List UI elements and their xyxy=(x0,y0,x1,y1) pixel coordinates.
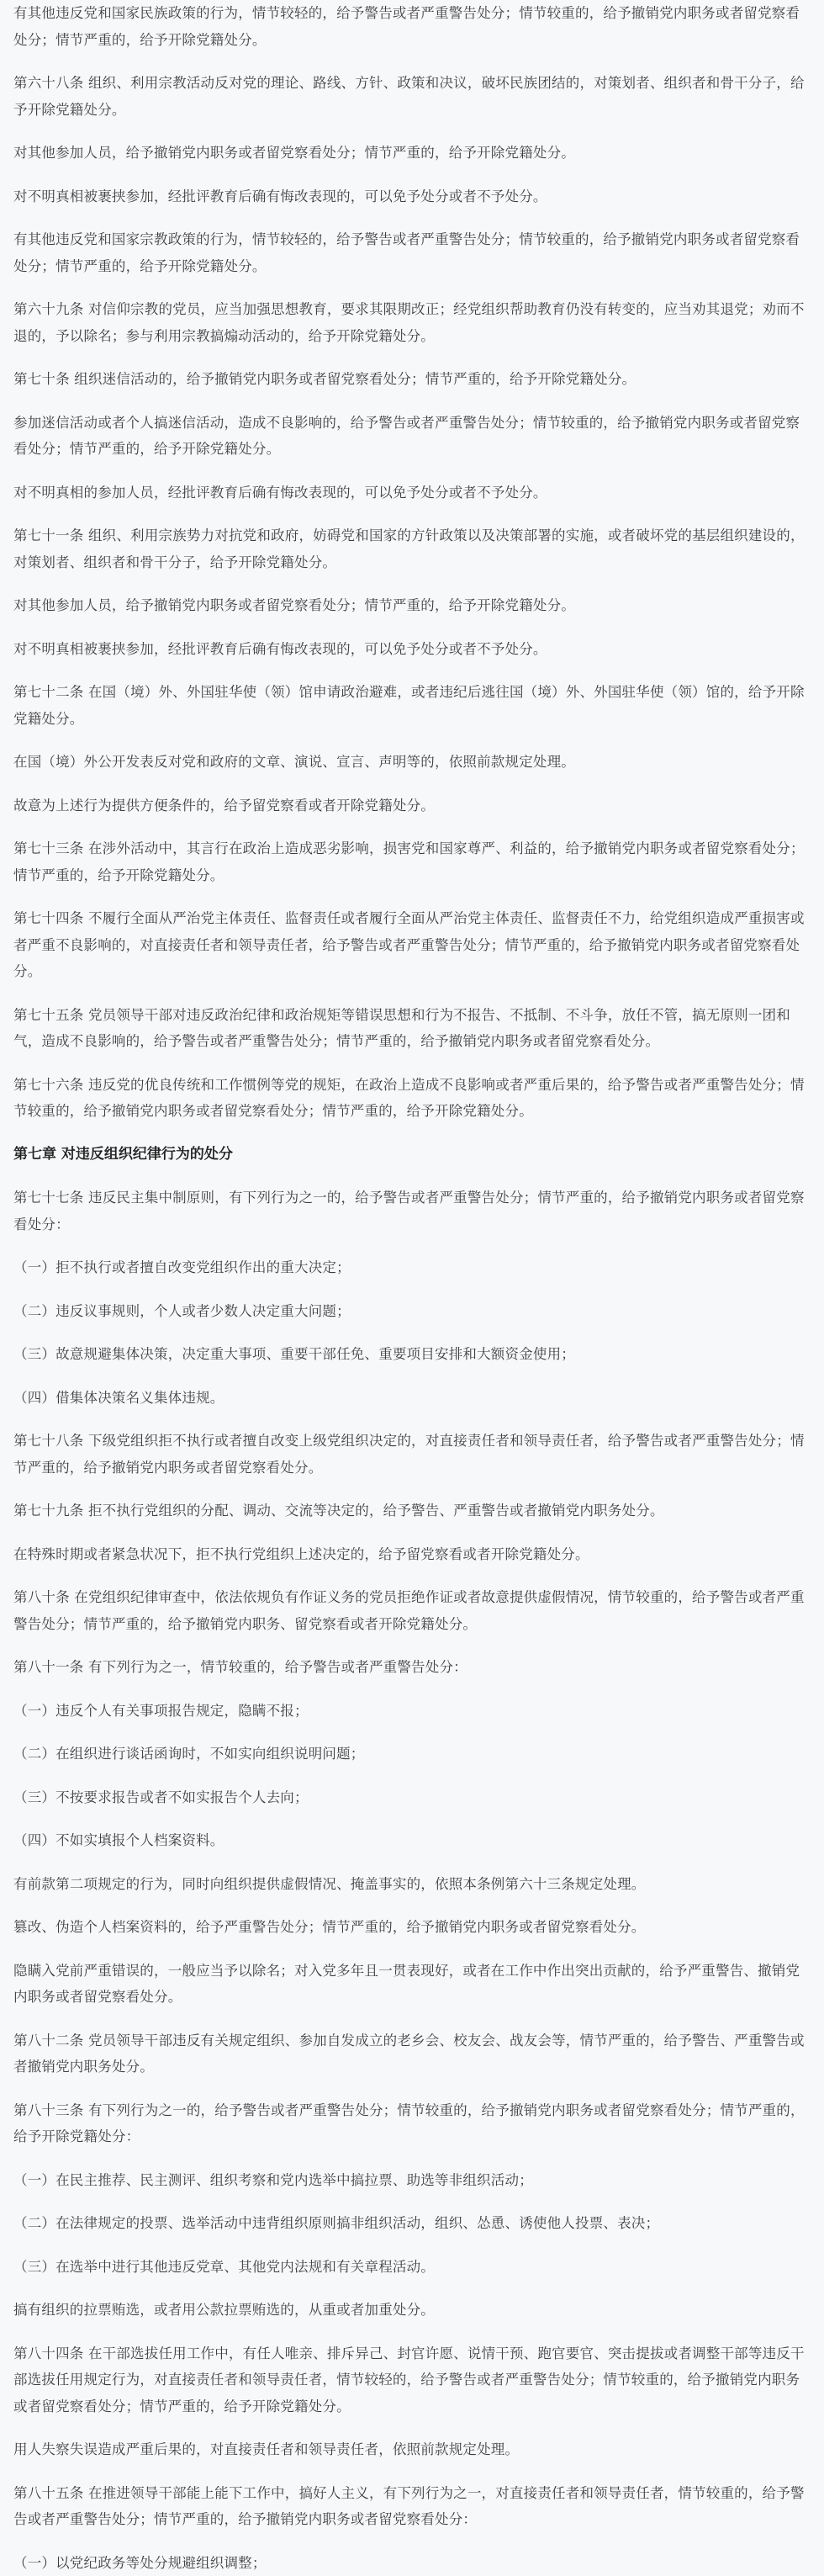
paragraph: 第七十六条 违反党的优良传统和工作惯例等党的规矩，在政治上造成不良影响或者严重后果的，给予警告或者严重警告处分；情节较重的，给予撤销党内职务或者留党察看处分；情节严重的，给予开除党籍处分。 xyxy=(13,1072,811,1125)
paragraph: 第七十五条 党员领导干部对违反政治纪律和政治规矩等错误思想和行为不报告、不抵制、不斗争，放任不管，搞无原则一团和气，造成不良影响的，给予警告或者严重警告处分；情节严重的，给予撤销党内职务或者留党察看处分。 xyxy=(13,1002,811,1055)
paragraph: 第六十八条 组织、利用宗教活动反对党的理论、路线、方针、政策和决议，破坏民族团结的，对策划者、组织者和骨干分子，给予开除党籍处分。 xyxy=(13,70,811,123)
paragraph: 第七十八条 下级党组织拒不执行或者擅自改变上级党组织决定的，对直接责任者和领导责任者，给予警告或者严重警告处分；情节严重的，给予撤销党内职务或者留党察看处分。 xyxy=(13,1428,811,1481)
paragraph: （二）违反议事规则，个人或者少数人决定重大问题； xyxy=(13,1298,811,1325)
paragraph: （四）借集体决策名义集体违规。 xyxy=(13,1385,811,1412)
paragraph: 第八十四条 在干部选拔任用工作中，有任人唯亲、排斥异己、封官许愿、说情干预、跑官要官、突击提拔或者调整干部等违反干部选拔任用规定行为，对直接责任者和领导责任者，情节较轻的，给予警告或者严重警告处分；情节较重的，给予撤销党内职务或者留党察看处分；情节严重的，给予开除党籍处分。 xyxy=(13,2340,811,2420)
paragraph: 第八十三条 有下列行为之一的，给予警告或者严重警告处分；情节较重的，给予撤销党内职务或者留党察看处分；情节严重的，给予开除党籍处分： xyxy=(13,2097,811,2150)
paragraph: （二）在组织进行谈话函询时，不如实向组织说明问题； xyxy=(13,1741,811,1768)
paragraph: 故意为上述行为提供方便条件的，给予留党察看或者开除党籍处分。 xyxy=(13,792,811,819)
paragraph: 第八十五条 在推进领导干部能上能下工作中，搞好人主义，有下列行为之一，对直接责任者和领导责任者，情节较重的，给予警告或者严重警告处分；情节严重的，给予撤销党内职务或者留党察看处分： xyxy=(13,2480,811,2533)
chapter-heading: 第七章 对违反组织纪律行为的处分 xyxy=(13,1142,811,1169)
paragraph: （三）不按要求报告或者不如实报告个人去向； xyxy=(13,1784,811,1811)
paragraph: 第七十九条 拒不执行党组织的分配、调动、交流等决定的，给予警告、严重警告或者撤销党内职务处分。 xyxy=(13,1497,811,1524)
paragraph: 对其他参加人员，给予撤销党内职务或者留党察看处分；情节严重的，给予开除党籍处分。 xyxy=(13,140,811,167)
paragraph: （一）拒不执行或者擅自改变党组织作出的重大决定； xyxy=(13,1254,811,1281)
paragraph: 隐瞒入党前严重错误的，一般应当予以除名；对入党多年且一贯表现好，或者在工作中作出突出贡献的，给予严重警告、撤销党内职务或者留党察看处分。 xyxy=(13,1958,811,2011)
paragraph: （三）故意规避集体决策，决定重大事项、重要干部任免、重要项目安排和大额资金使用； xyxy=(13,1341,811,1368)
paragraph: 第七十条 组织迷信活动的，给予撤销党内职务或者留党察看处分；情节严重的，给予开除党籍处分。 xyxy=(13,366,811,393)
paragraph: （一）以党纪政务等处分规避组织调整； xyxy=(13,2550,811,2576)
paragraph: 第八十条 在党组织纪律审查中，依法依规负有作证义务的党员拒绝作证或者故意提供虚假情况，情节较重的，给予警告或者严重警告处分；情节严重的，给予撤销党内职务、留党察看或者开除党籍处分。 xyxy=(13,1584,811,1637)
paragraph: （一）违反个人有关事项报告规定，隐瞒不报； xyxy=(13,1698,811,1725)
paragraph: 有其他违反党和国家民族政策的行为，情节较轻的，给予警告或者严重警告处分；情节较重的，给予撤销党内职务或者留党察看处分；情节严重的，给予开除党籍处分。 xyxy=(13,0,811,53)
paragraph: 篡改、伪造个人档案资料的，给予严重警告处分；情节严重的，给予撤销党内职务或者留党察看处分。 xyxy=(13,1914,811,1941)
paragraph: （三）在选举中进行其他违反党章、其他党内法规和有关章程活动。 xyxy=(13,2254,811,2281)
paragraph: 第八十二条 党员领导干部违反有关规定组织、参加自发成立的老乡会、校友会、战友会等，情节严重的，给予警告、严重警告或者撤销党内职务处分。 xyxy=(13,2027,811,2080)
paragraph: 第六十九条 对信仰宗教的党员，应当加强思想教育，要求其限期改正；经党组织帮助教育仍没有转变的，应当劝其退党；劝而不退的，予以除名；参与利用宗教搞煽动活动的，给予开除党籍处分。 xyxy=(13,296,811,349)
paragraph: 用人失察失误造成严重后果的，对直接责任者和领导责任者，依照前款规定处理。 xyxy=(13,2436,811,2463)
paragraph: 第七十一条 组织、利用宗族势力对抗党和政府，妨碍党和国家的方针政策以及决策部署的实施，或者破坏党的基层组织建设的，对策划者、组织者和骨干分子，给予开除党籍处分。 xyxy=(13,522,811,575)
paragraph: 第七十三条 在涉外活动中，其言行在政治上造成恶劣影响，损害党和国家尊严、利益的，给予撤销党内职务或者留党察看处分；情节严重的，给予开除党籍处分。 xyxy=(13,835,811,888)
paragraph: 有其他违反党和国家宗教政策的行为，情节较轻的，给予警告或者严重警告处分；情节较重的，给予撤销党内职务或者留党察看处分；情节严重的，给予开除党籍处分。 xyxy=(13,226,811,279)
paragraph: 参加迷信活动或者个人搞迷信活动，造成不良影响的，给予警告或者严重警告处分；情节较重的，给予撤销党内职务或者留党察看处分；情节严重的，给予开除党籍处分。 xyxy=(13,410,811,463)
paragraph: 对其他参加人员，给予撤销党内职务或者留党察看处分；情节严重的，给予开除党籍处分。 xyxy=(13,592,811,619)
paragraph: （一）在民主推荐、民主测评、组织考察和党内选举中搞拉票、助选等非组织活动； xyxy=(13,2167,811,2194)
paragraph: 在特殊时期或者紧急状况下，拒不执行党组织上述决定的，给予留党察看或者开除党籍处分。 xyxy=(13,1541,811,1568)
paragraph: 第八十一条 有下列行为之一，情节较重的，给予警告或者严重警告处分： xyxy=(13,1654,811,1681)
paragraph: 搞有组织的拉票贿选，或者用公款拉票贿选的，从重或者加重处分。 xyxy=(13,2297,811,2324)
paragraph: 对不明真相被裹挟参加，经批评教育后确有悔改表现的，可以免予处分或者不予处分。 xyxy=(13,636,811,663)
paragraph: 第七十二条 在国（境）外、外国驻华使（领）馆申请政治避难，或者违纪后逃往国（境）外、外国驻华使（领）馆的，给予开除党籍处分。 xyxy=(13,679,811,732)
paragraph: 有前款第二项规定的行为，同时向组织提供虚假情况、掩盖事实的，依照本条例第六十三条规定处理。 xyxy=(13,1871,811,1898)
paragraph: 第七十七条 违反民主集中制原则，有下列行为之一的，给予警告或者严重警告处分；情节严重的，给予撤销党内职务或者留党察看处分： xyxy=(13,1185,811,1238)
paragraph: 对不明真相被裹挟参加，经批评教育后确有悔改表现的，可以免予处分或者不予处分。 xyxy=(13,183,811,210)
paragraph: 第七十四条 不履行全面从严治党主体责任、监督责任或者履行全面从严治党主体责任、监督责任不力，给党组织造成严重损害或者严重不良影响的，对直接责任者和领导责任者，给予警告或者严重警告处分；情节严重的，给予撤销党内职务或者留党察看处分。 xyxy=(13,905,811,985)
paragraph: 在国（境）外公开发表反对党和政府的文章、演说、宣言、声明等的，依照前款规定处理。 xyxy=(13,749,811,776)
paragraph: （二）在法律规定的投票、选举活动中违背组织原则搞非组织活动，组织、怂恿、诱使他人投票、表决； xyxy=(13,2210,811,2237)
paragraph: 对不明真相的参加人员，经批评教育后确有悔改表现的，可以免予处分或者不予处分。 xyxy=(13,480,811,506)
paragraph: （四）不如实填报个人档案资料。 xyxy=(13,1827,811,1854)
